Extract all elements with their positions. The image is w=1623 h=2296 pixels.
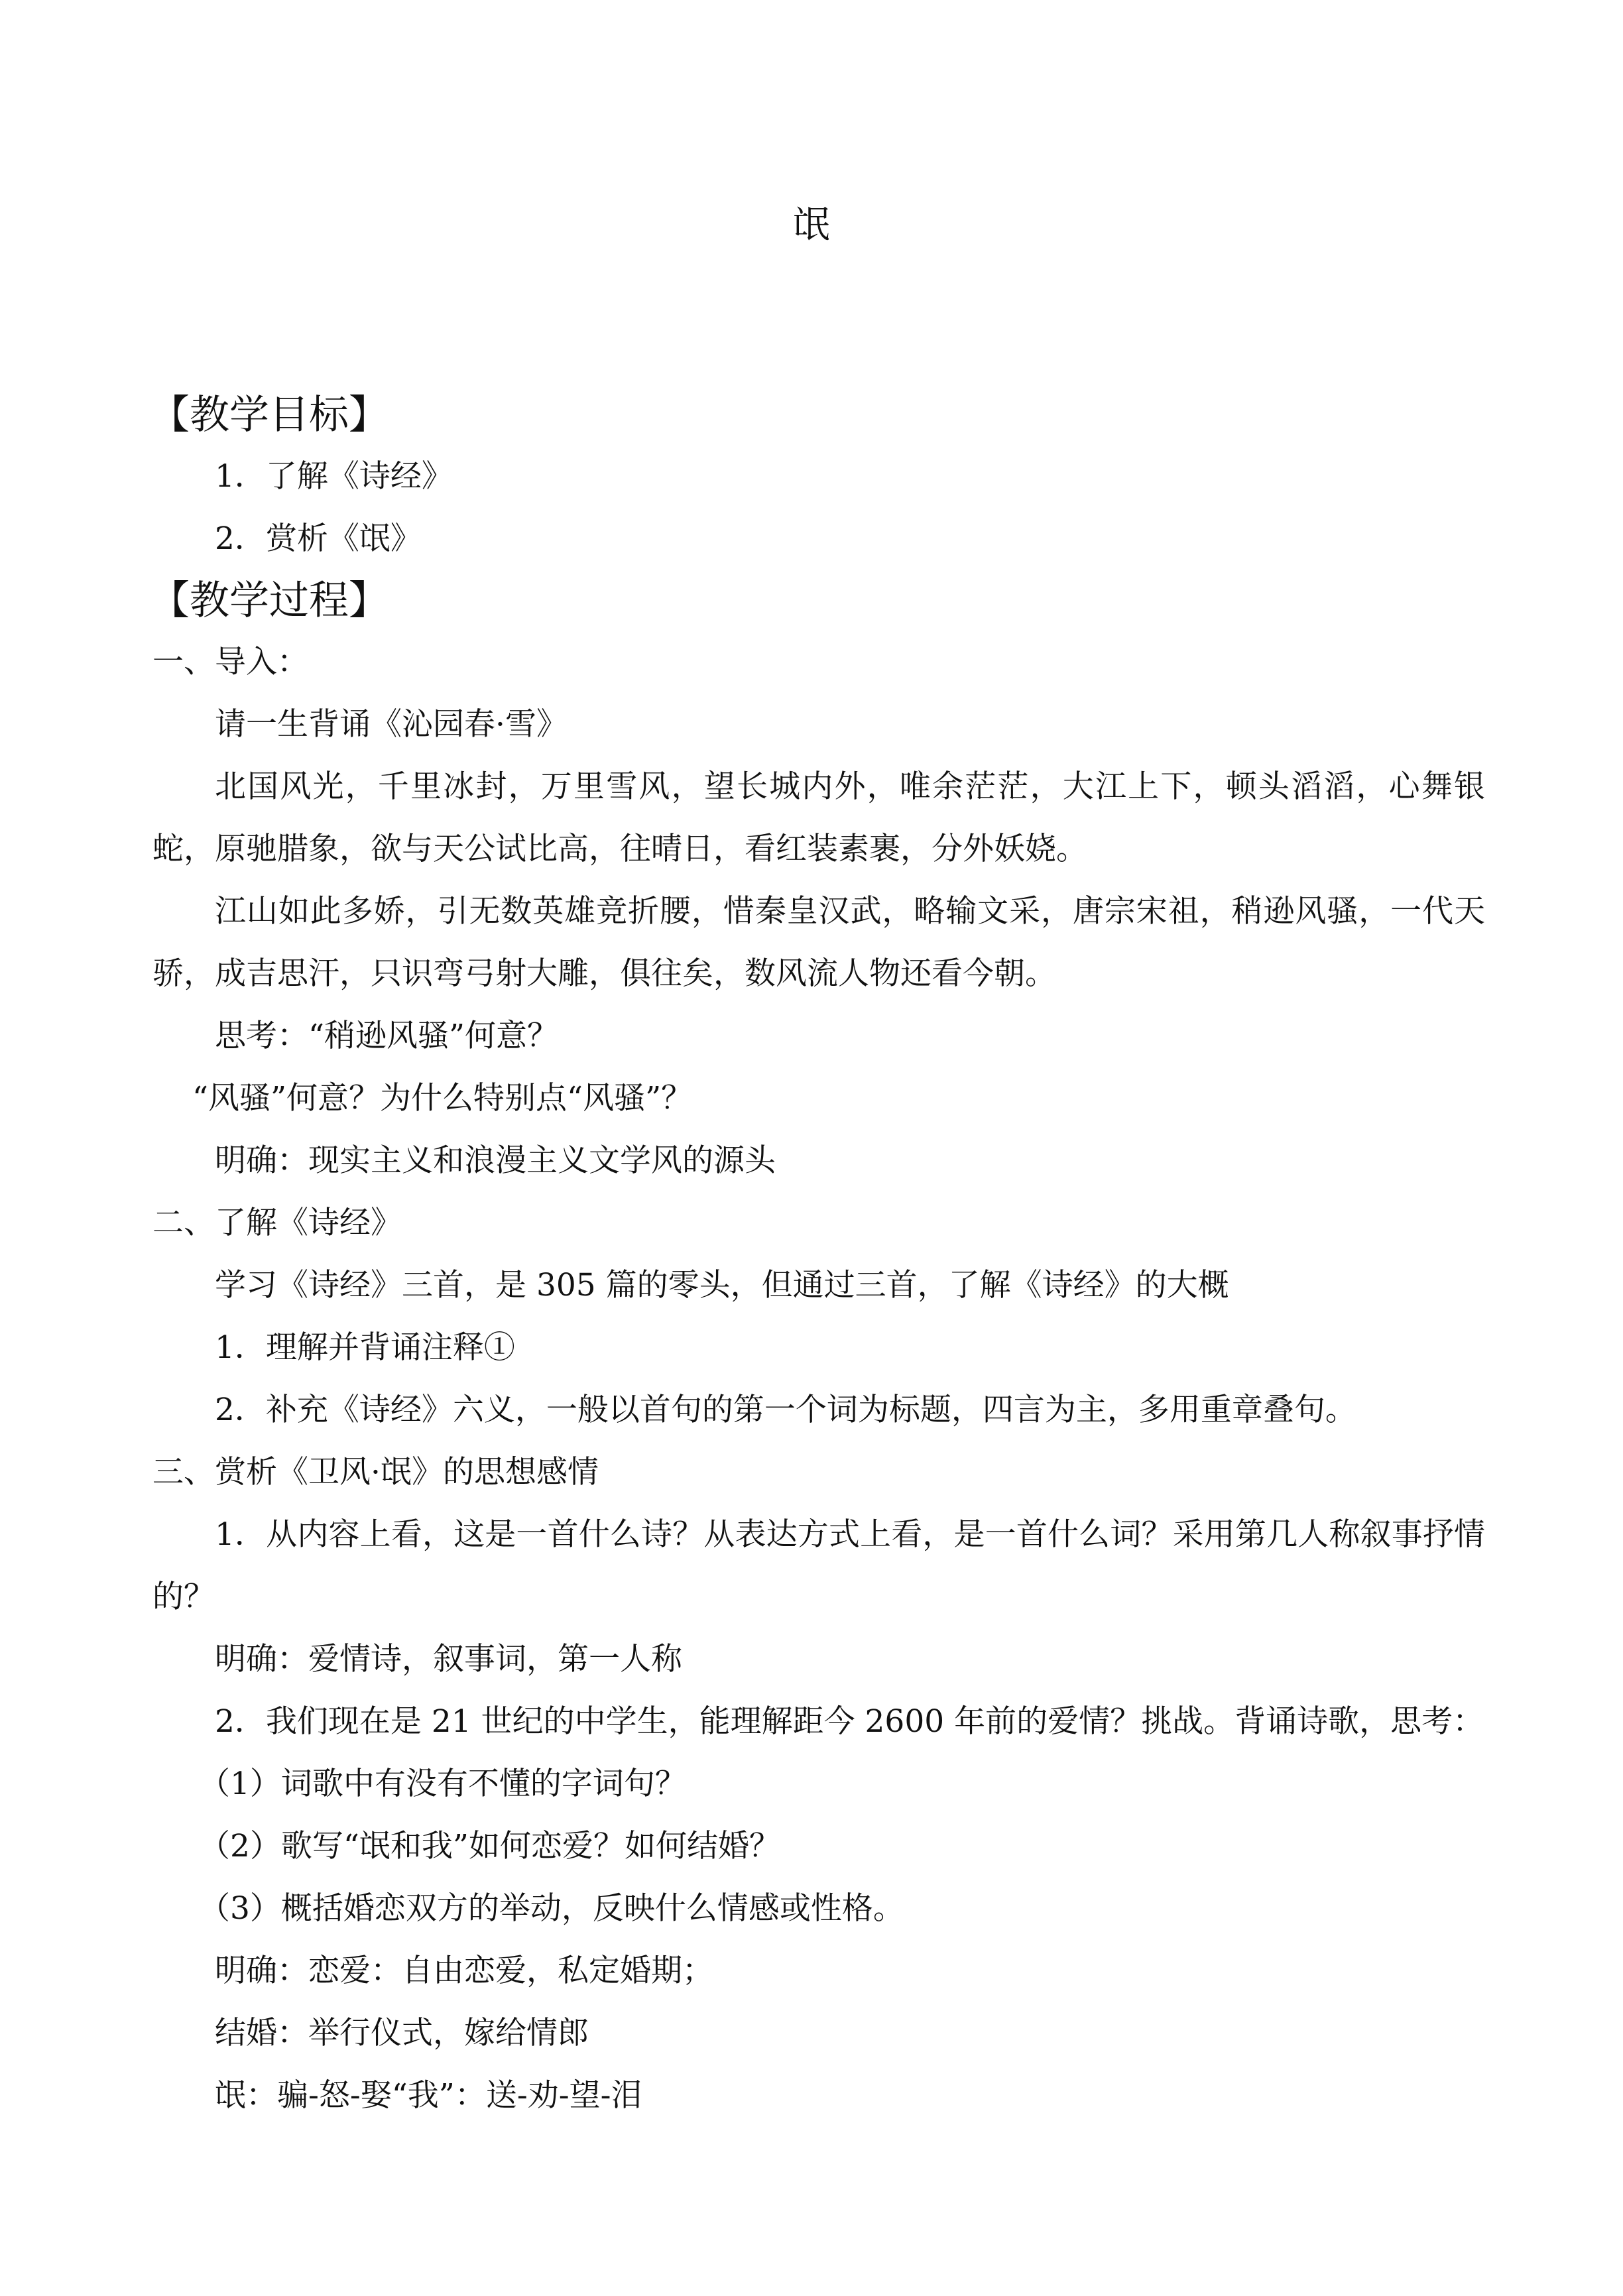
paragraph: 明确：爱情诗，叙事词，第一人称 [215,1641,682,1677]
paragraph: （1）词歌中有没有不懂的字词句？ [199,1766,686,1802]
paragraph: “风骚”何意？为什么特别点“风骚”？ [192,1080,693,1117]
paragraph: 请一生背诵《沁园春·雪》 [215,706,568,743]
goals-heading: 【教学目标】 [150,392,389,438]
paragraph: 北国风光，千里冰封，万里雪风，望长城内外，唯余茫茫，大江上下，顿头滔滔，心舞银蛇，原驰腊象，欲与天公试比高，往晴日，看红装素裹，分外妖娆。 [152,768,1485,867]
section-heading: 二、了解《诗经》 [152,1205,402,1241]
paragraph: 江山如此多娇，引无数英雄竞折腰，惜秦皇汉武，略输文采，唐宗宋祖，稍逊风骚，一代天骄，成吉思汗，只识弯弓射大雕，俱往矣，数风流人物还看今朝。 [152,893,1485,992]
document-title: 氓 [793,204,830,247]
goal-item: 1．了解《诗经》 [215,458,453,495]
paragraph: 2．我们现在是 21 世纪的中学生，能理解距今 2600 年前的爱情？挑战。背诵诗歌，思考： [215,1703,1484,1740]
paragraph: 结婚：举行仪式，嫁给情郎 [215,2015,589,2051]
paragraph: （3）概括婚恋双方的举动，反映什么情感或性格。 [199,1890,904,1927]
paragraph: 1．理解并背诵注释① [215,1329,515,1366]
section-heading: 三、赏析《卫风·氓》的思想感情 [152,1454,599,1490]
goal-item: 2．赏析《氓》 [215,520,422,557]
document-body [152,385,1485,2127]
paragraph: 氓：骗-怒-娶“我”：送-劝-望-泪 [215,2077,642,2114]
paragraph: 明确：恋爱：自由恋爱，私定婚期； [215,1953,713,1989]
paragraph: 1．从内容上看，这是一首什么诗？从表达方式上看，是一首什么词？采用第几人称叙事抒情的？ [152,1516,1485,1615]
process-heading: 【教学过程】 [150,577,389,624]
paragraph: （2）歌写“氓和我”如何恋爱？如何结婚？ [199,1828,780,1864]
paragraph: 学习《诗经》三首，是 305 篇的零头，但通过三首，了解《诗经》的大概 [215,1267,1229,1303]
section-heading: 一、导入： [152,644,308,680]
paragraph: 思考：“稍逊风骚”何意？ [215,1018,559,1054]
paragraph: 明确：现实主义和浪漫主义文学风的源头 [215,1142,776,1179]
paragraph: 2．补充《诗经》六义，一般以首句的第一个词为标题，四言为主，多用重章叠句。 [215,1392,1356,1428]
